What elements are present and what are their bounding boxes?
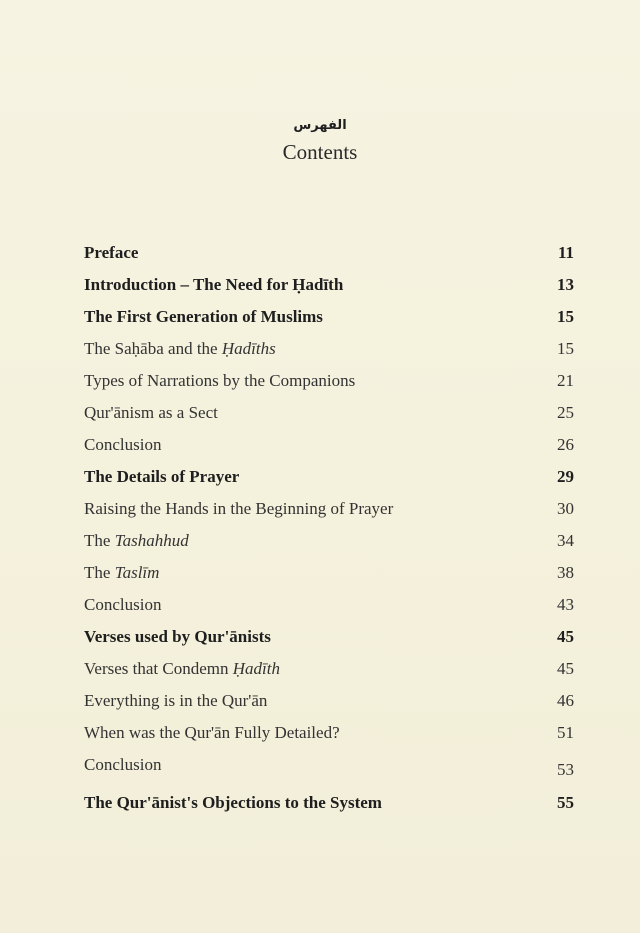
toc-entry-page: 45 — [557, 627, 574, 646]
toc-entry-label-text: The Saḥāba and the — [84, 339, 222, 358]
toc-entry-page: 30 — [557, 499, 574, 518]
toc-entry-label: Verses used by Qur'ānists — [84, 627, 271, 646]
table-of-contents — [84, 240, 574, 822]
toc-entry-label: The Details of Prayer — [84, 467, 240, 486]
toc-entry — [84, 496, 574, 528]
toc-entry-page: 45 — [557, 659, 574, 678]
toc-entry-label: Introduction – The Need for Ḥadīth — [84, 275, 344, 294]
toc-entry — [84, 400, 574, 432]
toc-entry-label — [84, 528, 189, 554]
toc-entry-page: 34 — [557, 531, 574, 550]
toc-entry-label: Qur'ānism as a Sect — [84, 403, 218, 422]
toc-entry-label: The Qur'ānist's Objections to the System — [84, 793, 382, 812]
toc-entry-page: 15 — [557, 339, 574, 358]
toc-entry-label: Everything is in the Qur'ān — [84, 691, 268, 710]
arabic-title: الفهرس — [293, 118, 347, 133]
toc-entry — [84, 752, 574, 790]
toc-entry — [84, 688, 574, 720]
toc-entry-label-italic: Ḥadīth — [232, 659, 280, 678]
toc-entry-page: 21 — [557, 371, 574, 390]
toc-entry — [84, 528, 574, 560]
toc-entry — [84, 464, 574, 496]
page-title: Contents — [282, 140, 358, 164]
toc-entry-page: 26 — [557, 435, 574, 454]
toc-entry — [84, 304, 574, 336]
toc-entry — [84, 624, 574, 656]
toc-entry-label — [84, 560, 159, 586]
toc-entry-label — [84, 336, 276, 362]
toc-entry-page: 38 — [557, 563, 574, 582]
toc-entry-label — [84, 656, 280, 682]
toc-entry-label: Conclusion — [84, 435, 162, 454]
toc-entry-label: When was the Qur'ān Fully Detailed? — [84, 723, 340, 742]
toc-entry — [84, 720, 574, 752]
toc-entry — [84, 272, 574, 304]
toc-entry-label-text: The — [84, 531, 115, 550]
toc-entry-label-italic: Ḥadīths — [221, 339, 276, 358]
toc-entry-label-italic: Tashahhud — [114, 531, 189, 550]
toc-entry-page: 11 — [557, 243, 574, 262]
toc-entry-page: 46 — [557, 691, 574, 710]
toc-entry — [84, 560, 574, 592]
toc-entry — [84, 656, 574, 688]
toc-entry-page: 51 — [557, 723, 574, 742]
toc-entry-label: Raising the Hands in the Beginning of Prayer — [84, 499, 394, 518]
toc-entry-label-text: The — [84, 563, 115, 582]
toc-entry-page: 13 — [557, 275, 574, 294]
toc-entry — [84, 240, 574, 272]
toc-entry-label: Preface — [84, 243, 139, 262]
toc-entry-label: Types of Narrations by the Companions — [84, 371, 356, 390]
toc-entry — [84, 432, 574, 464]
toc-entry — [84, 368, 574, 400]
toc-entry-label-text: Verses that Condemn — [84, 659, 233, 678]
toc-entry-page: 43 — [557, 595, 574, 614]
toc-entry-label: Conclusion — [84, 755, 162, 774]
toc-entry-page: 53 — [557, 760, 574, 779]
toc-entry-page: 15 — [557, 307, 574, 326]
toc-entry-label: The First Generation of Muslims — [84, 307, 323, 326]
toc-entry-page: 25 — [557, 403, 574, 422]
toc-entry — [84, 790, 574, 822]
toc-entry-label-italic: Taslīm — [114, 563, 160, 582]
toc-entry — [84, 336, 574, 368]
toc-entry-page: 55 — [557, 793, 574, 812]
toc-entry — [84, 592, 574, 624]
toc-entry-label: Conclusion — [84, 595, 162, 614]
toc-entry-page: 29 — [557, 467, 574, 486]
